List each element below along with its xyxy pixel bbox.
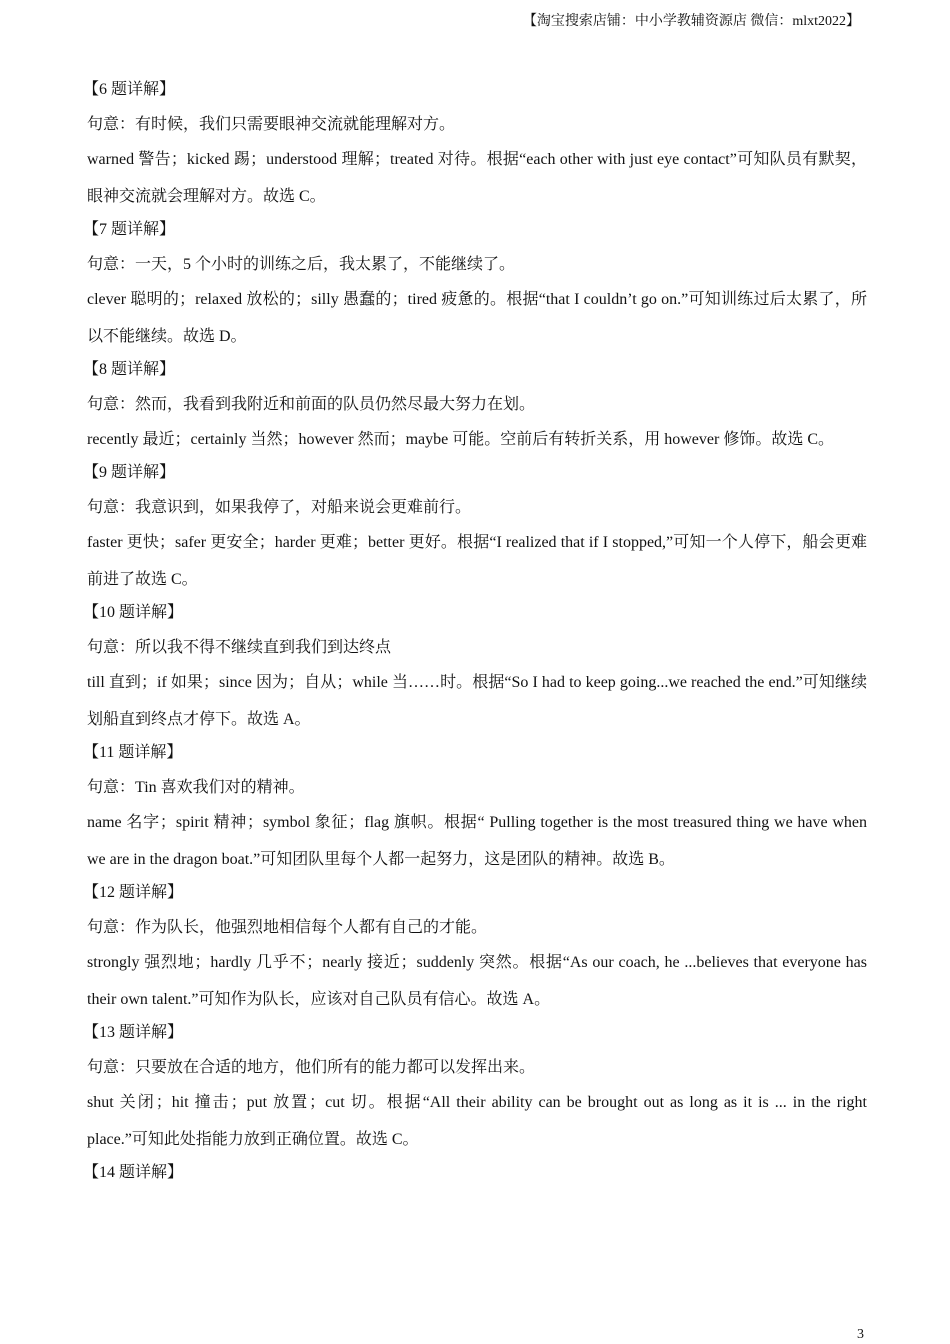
- section-title: 【11 题详解】: [83, 744, 183, 761]
- explanation: name 名字；spirit 精神；symbol 象征；flag 旗帜。根据“ Pulling together is the most treasured thing we have when we are in the dragon boat.”可知团队里每个人都一起努力，这是团队的精神。故选 B。: [87, 814, 867, 868]
- section-q9: [83, 461, 867, 598]
- explanation: shut 关闭；hit 撞击；put 放置；cut 切。根据“All their ability can be brought out as long as it is ... in the right place.”可知此处指能力放到正确位置。故选 C。: [87, 1094, 867, 1148]
- section-title: 【14 题详解】: [83, 1164, 184, 1181]
- section-title: 【12 题详解】: [83, 884, 184, 901]
- section-q11: [83, 741, 867, 878]
- sentence-meaning: 句意：我意识到，如果我停了，对船来说会更难前行。: [87, 499, 472, 516]
- explanation: clever 聪明的；relaxed 放松的；silly 愚蠢的；tired 疲惫的。根据“that I couldn’t go on.”可知训练过后太累了，所以不能继续。故选 D。: [87, 291, 867, 345]
- sentence-meaning: 句意：有时候，我们只需要眼神交流就能理解对方。: [87, 116, 456, 133]
- explanation: warned 警告；kicked 踢；understood 理解；treated 对待。根据“each other with just eye contact”可知队员有默契，眼神交流就会理解对方。故选 C。: [87, 151, 867, 205]
- section-title: 【10 题详解】: [83, 604, 184, 621]
- sentence-meaning: 句意：一天，5 个小时的训练之后，我太累了，不能继续了。: [87, 256, 516, 273]
- section-q13: [83, 1021, 867, 1158]
- explanation: till 直到；if 如果；since 因为；自从；while 当……时。根据“So I had to keep going...we reached the end.”可知继续划船直到终点才停下。故选 A。: [87, 674, 867, 728]
- section-title: 【6 题详解】: [83, 81, 176, 98]
- sentence-meaning: 句意：所以我不得不继续直到我们到达终点: [87, 639, 392, 656]
- sentence-meaning: 句意：只要放在合适的地方，他们所有的能力都可以发挥出来。: [87, 1059, 536, 1076]
- section-q10: [83, 601, 867, 738]
- section-q14: [83, 1161, 867, 1185]
- section-title: 【7 题详解】: [83, 221, 176, 238]
- section-q12: [83, 881, 867, 1018]
- document-body: [83, 78, 867, 1196]
- section-q8: [83, 358, 867, 458]
- explanation: faster 更快；safer 更安全；harder 更难；better 更好。根据“I realized that if I stopped,”可知一个人停下，船会更难前进了故选 C。: [87, 534, 867, 588]
- sentence-meaning: 句意：作为队长，他强烈地相信每个人都有自己的才能。: [87, 919, 488, 936]
- page-number: 3: [857, 1327, 864, 1342]
- sentence-meaning: 句意：Tin 喜欢我们对的精神。: [87, 779, 305, 796]
- explanation: recently 最近；certainly 当然；however 然而；maybe 可能。空前后有转折关系，用 however 修饰。故选 C。: [87, 431, 834, 448]
- section-title: 【13 题详解】: [83, 1024, 184, 1041]
- page-header: 【淘宝搜索店铺：中小学教辅资源店 微信：mlxt2022】: [522, 14, 860, 29]
- sentence-meaning: 句意：然而，我看到我附近和前面的队员仍然尽最大努力在划。: [87, 396, 536, 413]
- section-q6: [83, 78, 867, 215]
- section-title: 【9 题详解】: [83, 464, 176, 481]
- section-title: 【8 题详解】: [83, 361, 176, 378]
- section-q7: [83, 218, 867, 355]
- explanation: strongly 强烈地；hardly 几乎不；nearly 接近；suddenly 突然。根据“As our coach, he ...believes that everyone has their own talent.”可知作为队长，应该对自己队员有信心。故选 A。: [87, 954, 867, 1008]
